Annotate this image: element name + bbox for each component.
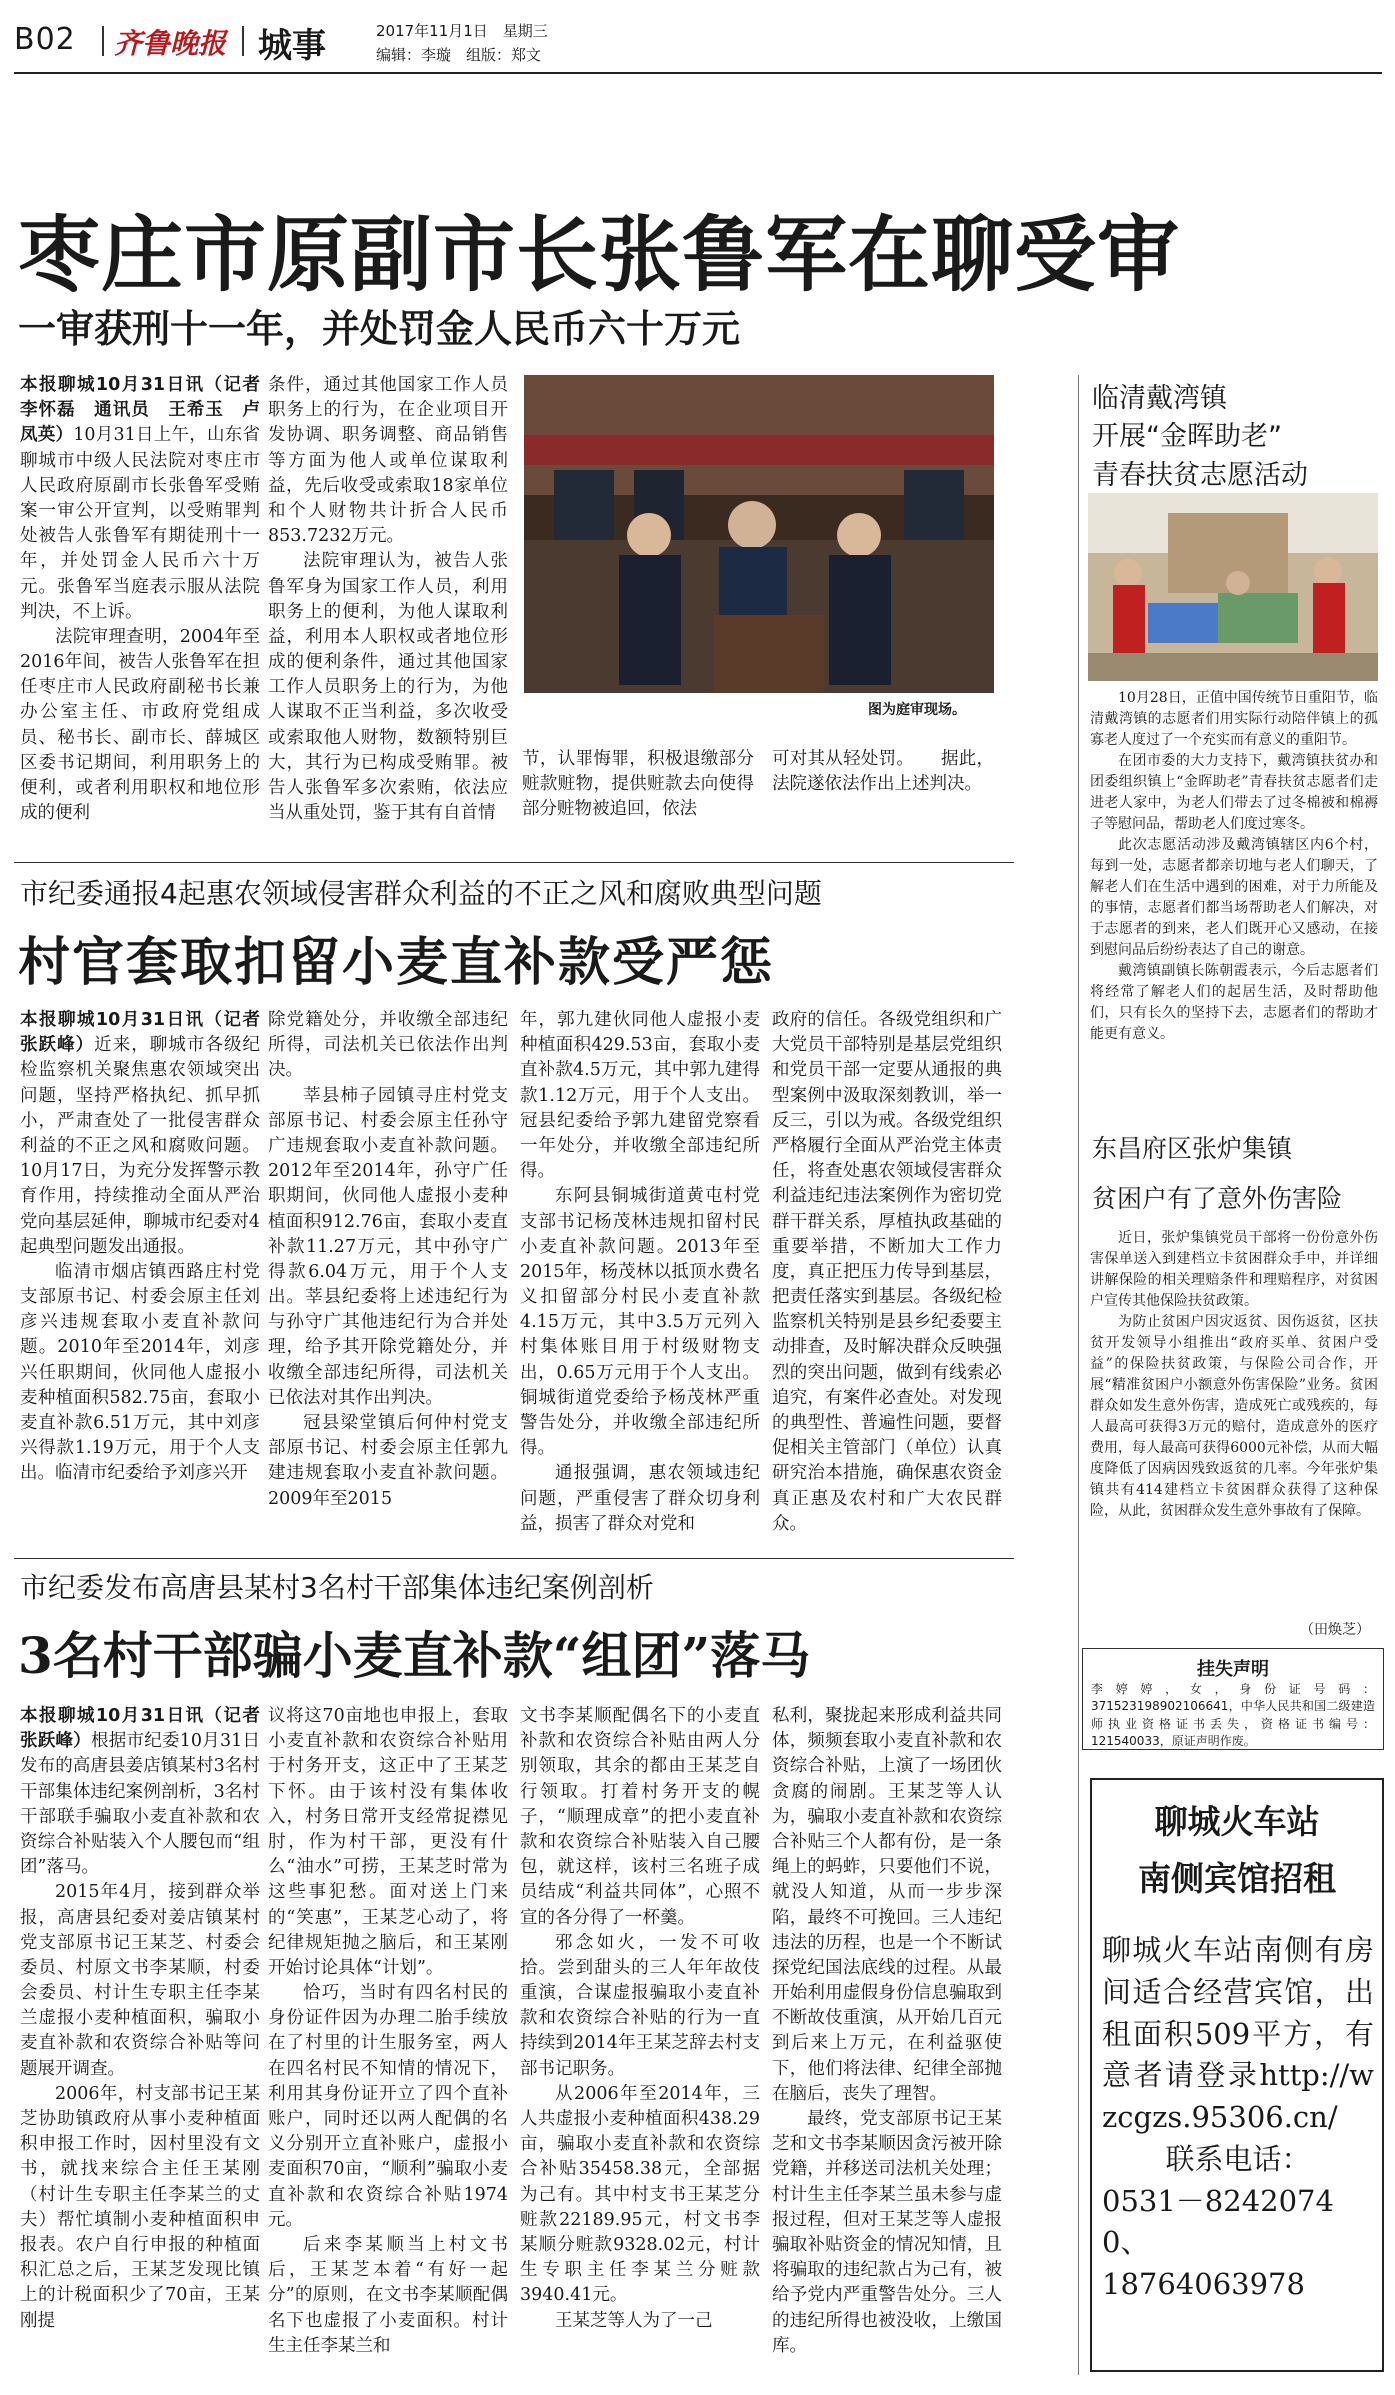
article2-kicker: 市纪委通报4起惠农领域侵害群众利益的不正之风和腐败典型问题	[20, 877, 822, 910]
sidebar-separator	[1078, 375, 1079, 2375]
article1-col1: 本报聊城10月31日讯（记者李怀磊 通讯员 王希玉 卢凤英）10月31日上午，山东省聊城市中级人民法院对枣庄市人民政府原副市长张鲁军受贿案一审公开宣判，以受贿罪判处被告人张鲁军有期徒刑十一年，并处罚金人民币六十万元。张鲁军当庭表示服从法院判决，不上诉。 法院审理查明，2004年至2016年间，被告人张鲁军在担任枣庄市人民政府副秘书长兼办公室主任、市政府党组成员、秘书长、副市长、薛城区区委书记期间，利用职务上的便利，或者利用职权和地位形成的便利	[20, 375, 260, 824]
article2-col3: 年，郭九建伙同他人虚报小麦种植面积429.53亩，套取小麦直补款4.5万元，其中郭九建得款1.12万元，用于个人支出。冠县纪委给予郭九建留党察看一年处分，并收缴全部违纪所得。 东阿县铜城街道黄屯村党支部书记杨茂林违规扣留村民小麦直补款问题。2013年至2015年，杨茂林以抵顶水费名义扣留部分村民小麦直补款4.15万元，其中3.5万元列入村集体账目用于村级财物支出，0.65万元用于个人支出。铜城街道党委给予杨茂林严重警告处分，并收缴全部违纪所得。 通报强调，惠农领域违纪问题，严重侵害了群众切身利益，损害了群众对党和	[520, 1010, 760, 1534]
editors: 编辑：李璇 组版：郑文	[376, 46, 542, 64]
article3-title: 3名村干部骗小麦直补款“组团”落马	[18, 1626, 811, 1685]
article2-byline: 本报聊城10月31日讯（记者 张跃峰）	[20, 1010, 260, 1056]
masthead-rule	[14, 72, 1382, 74]
sidebar1-title: 临清戴湾镇 开展“金晖助老” 青春扶贫志愿活动	[1092, 383, 1308, 491]
article1-subtitle: 一审获刑十一年，并处罚金人民币六十万元	[18, 307, 741, 351]
masthead-divider	[102, 26, 104, 56]
notice-body: 李婷婷，女，身份证号码：371523198902106641，中华人民共和国二级建造师执业资格证书丢失，资格证书编号：121540033，原证声明作废。	[1091, 1682, 1375, 1749]
article2-col1: 本报聊城10月31日讯（记者 张跃峰）近来，聊城市各级纪检监察机关聚焦惠农领域突出问题，坚持严格执纪、抓早抓小，严肃查处了一批侵害群众利益的不正之风和腐败问题。10月17日，为充分发挥警示教育作用，持续推动全面从严治党向基层延伸，聊城市纪委对4起典型问题发出通报。 临清市烟店镇西路庄村党支部原书记、村委会原主任刘彦兴违规套取小麦直补款问题。2010年至2014年，刘彦兴任职期间，伙同他人虚报小麦种植面积582.75亩，套取小麦直补款6.51万元，其中刘彦兴得款1.19万元，用于个人支出。临清市纪委给予刘彦兴开	[20, 1008, 260, 1538]
article3-col3: 文书李某顺配偶名下的小麦直补款和农资综合补贴由两人分别领取，其余的都由王某芝自行领取。打着村务开支的幌子，“顺理成章”的把小麦直补款和农资综合补贴装入自己腰包，就这样，该村三名班子成员结成“利益共同体”，心照不宣的各分得了一杯羹。 邪念如火，一发不可收拾。尝到甜头的三人年年故伎重演，合谋虚报骗取小麦直补款和农资综合补贴的行为一直持续到2014年王某芝辞去村支部书记职务。 从2006年至2014年，三人共虚报小麦种植面积438.29亩，骗取小麦直补款和农资综合补贴35458.38元，全部据为己有。其中村支书王某芝分赃款22189.95元，村文书李某顺分赃款9328.02元，村计生专职主任李某兰分赃款3940.41元。 王某芝等人为了一己	[520, 1706, 760, 2331]
article3-col2: 议将这70亩地也申报上，套取小麦直补款和农资综合补贴用于村务开支，这正中了王某芝下怀。由于该村没有集体收入，村务日常开支经常捉襟见肘，作为村干部，更没有什么“油水”可捞，王某芝时常为这些事犯愁。面对送上门来的“笑惠”，王某芝心动了，将纪律规矩抛之脑后，和王某刚开始讨论具体“计划”。 恰巧，当时有四名村民的身份证件因为办理二胎手续放在了村里的计生服务室，两人在四名村民不知情的情况下，利用其身份证开立了四个直补账户，同时还以两人配偶的名义分别开立直补账户，虚报小麦面积70亩，“顺利”骗取小麦直补款和农资综合补贴1974元。 后来李某顺当上村文书后，王某芝本着“有好一起分”的原则，在文书李某顺配偶名下也虚报了小麦面积。村计生主任李某兰和	[268, 1706, 508, 2356]
article1-col3: 节，认罪悔罪，积极退缴部分赃款赃物，提供赃款去向使得部分赃物被追回，依法	[522, 749, 754, 820]
ad-phone-1: 0531－82420740、	[1102, 2183, 1334, 2260]
section-name: 城事	[258, 26, 326, 66]
article1-col2: 条件，通过其他国家工作人员职务上的行为，在企业项目开发协调、职务调整、商品销售等方面为他人或单位谋取利益，先后收受或索取18家单位和个人财物共计折合人民币853.7232万元。 法院审理认为，被告人张鲁军身为国家工作人员，利用职务上的便利，为他人谋取利益，利用本人职权或者地位形成的便利条件，通过其他国家工作人员职务上的行为，为他人谋取不正当利益，多次收受或索取他人财物，数额特别巨大，其行为已构成受贿罪。被告人张鲁军多次索贿，依法应当从重处罚，鉴于其有自首情	[268, 375, 508, 824]
article3-byline: 本报聊城10月31日讯（记者 张跃峰）	[20, 1706, 260, 1752]
photo-caption: 图为庭审现场。	[868, 702, 966, 718]
sidebar1-body: 10月28日，正值中国传统节日重阳节，临清戴湾镇的志愿者们用实际行动陪伴镇上的孤寡老人度过了一个充实而有意义的重阳节。 在团市委的大力支持下，戴湾镇扶贫办和团委组织镇上“金晖助老”青春扶贫志愿者们走进老人家中，为老人们带去了过冬棉被和棉褥子等慰问品，帮助老人们度过寒冬。 此次志愿活动涉及戴湾镇辖区内6个村，每到一处，志愿者都亲切地与老人们聊天，了解老人们在生活中遇到的困难，对于力所能及的事情，志愿者们都当场帮助老人们解决，对于志愿者的到来，老人们既开心又感动，在接到慰问品后纷纷表达了自己的谢意。 戴湾镇副镇长陈朝霞表示，今后志愿者们将经常了解老人们的起居生活，及时帮助他们，只有长久的坚持下去，志愿者们的帮助才能更有意义。	[1090, 690, 1378, 1042]
paper-logo: 齐鲁晚报	[114, 27, 227, 60]
lost-notice-box	[1082, 1648, 1384, 1750]
ad-phone-2: 18764063978	[1102, 2267, 1305, 2301]
page-number: B02	[14, 22, 76, 57]
ad-title: 聊城火车站 南侧宾馆招租	[1138, 1802, 1336, 1898]
masthead-divider-2	[242, 26, 244, 56]
article2-col4: 政府的信任。各级党组织和广大党员干部特别是基层党组织和党员干部一定要从通报的典型案例中汲取深刻教训，举一反三，引以为戒。各级党组织严格履行全面从严治党主体责任，将查处惠农领域侵害群众利益违纪违法案例作为密切党群干群关系，厚植执政基础的重要举措，不断加大工作力度，真正把压力传导到基层，把责任落实到基层。各级纪检监察机关特别是县乡纪委要主动排查，及时解决群众反映强烈的突出问题，做到有线索必追究，有案件必查处。对发现的典型性、普遍性问题，要督促相关主管部门（单位）认真研究治本措施，确保惠农资金真正惠及农村和广大农民群众。	[772, 1010, 1002, 1534]
ad-body: 聊城火车站南侧有房间适合经营宾馆，出租面积509平方，有意者请登录http://wzcgzs.95306.cn/ 联系电话： 0531－82420740、 18764063978	[1102, 1930, 1374, 2306]
sidebar2-title: 东昌府区张炉集镇 贫困户有了意外伤害险	[1092, 1134, 1343, 1213]
section-rule-1	[14, 862, 1014, 863]
article2-col2: 除党籍处分，并收缴全部违纪所得，司法机关已依法作出判决。 莘县柿子园镇寻庄村党支部原书记、村委会原主任孙守广违规套取小麦直补款问题。2012年至2014年，孙守广任职期间，伙同他人虚报小麦种植面积912.76亩，套取小麦直补款11.27万元，其中孙守广得款6.04万元，用于个人支出。莘县纪委将上述违纪行为与孙守广其他违纪行为合并处理，给予其开除党籍处分，并收缴全部违纪所得，司法机关已依法对其作出判决。 冠县梁堂镇后何仲村党支部原书记、村委会原主任郭九建违规套取小麦直补款问题。2009年至2015	[268, 1010, 508, 1509]
courtroom-photo	[524, 375, 994, 693]
article2-title: 村官套取扣留小麦直补款受严惩	[18, 932, 775, 993]
article3-kicker: 市纪委发布高唐县某村3名村干部集体违纪案例剖析	[20, 1571, 654, 1604]
sidebar2-author: （田焕芝）	[1300, 1622, 1370, 1638]
section-rule-2	[14, 1558, 1014, 1559]
article1-byline: 本报聊城10月31日讯（记者李怀磊 通讯员 王希玉 卢凤英）	[20, 375, 260, 446]
volunteer-photo	[1088, 493, 1378, 681]
notice-title: 挂失声明	[1197, 1659, 1269, 1680]
rental-ad-box	[1090, 1778, 1384, 2372]
article1-title: 枣庄市原副市长张鲁军在聊受审	[18, 208, 1181, 303]
article1-col4: 可对其从轻处罚。 据此，法院遂依法作出上述判决。	[772, 749, 994, 795]
article3-col1: 本报聊城10月31日讯（记者 张跃峰）根据市纪委10月31日发布的高唐县姜店镇某村3名村干部集体违纪案例剖析，3名村干部联手骗取小麦直补款和农资综合补贴装入个人腰包而“组团”落马。 2015年4月，接到群众举报，高唐县纪委对姜店镇某村党支部原书记王某芝、村委会委员、村原文书李某顺，村委会委员、村计生专职主任李某兰虚报小麦种植面积，骗取小麦直补款和农资综合补贴等问题展开调查。 2006年，村支部书记王某芝协助镇政府从事小麦种植面积申报工作时，因村里没有文书，就找来综合主任王某刚（村计生专职主任李某兰的丈夫）帮忙填制小麦种植面积申报表。农户自行申报的种植面积汇总之后，王某芝发现比镇上的计税面积少了70亩，王某刚提	[20, 1704, 260, 2376]
sidebar2-body: 近日，张炉集镇党员干部将一份份意外伤害保单送入到建档立卡贫困群众手中，并详细讲解保险的相关理赔条件和理赔程序，对贫困户宣传其他保险扶贫政策。 为防止贫困户因灾返贫、因伤返贫，区扶贫开发领导小组推出“政府买单、贫困户受益”的保险扶贫政策，与保险公司合作，开展“精准贫困户小额意外伤害保险”业务。贫困群众如发生意外伤害，造成死亡或残疾的，每人最高可获得3万元的赔付，造成意外的医疗费用，每人最高可获得6000元补偿，从而大幅度降低了因病因残致返贫的几率。今年张炉集镇共有414建档立卡贫困群众获得了这种保险，从此，贫困群众发生意外事故有了保障。	[1090, 1230, 1378, 1519]
article3-col4: 私利，聚拢起来形成利益共同体，频频套取小麦直补款和农资综合补贴，上演了一场团伙贪腐的闹剧。王某芝等人认为，骗取小麦直补款和农资综合补贴三个人都有份，是一条绳上的蚂蚱，只要他们不说，就没人知道，从而一步步深陷，最终不可挽回。三人违纪违法的历程，也是一个不断试探党纪国法底线的过程。从最开始利用虚假身份信息骗取到不断故伎重演，从开始几百元到后来上万元，在利益驱使下，他们将法律、纪律全部抛在脑后，丧失了理智。 最终，党支部原书记王某芝和文书李某顺因贪污被开除党籍，并移送司法机关处理；村计生主任李某兰虽未参与虚报过程，但对王某芝等人虚报骗取补贴资金的情况知情，且将骗取的违纪款占为己有，被给予党内严重警告处分。三人的违纪所得也被没收，上缴国库。	[772, 1706, 1002, 2356]
issue-date: 2017年11月1日 星期三	[376, 22, 548, 40]
masthead	[14, 8, 1384, 70]
